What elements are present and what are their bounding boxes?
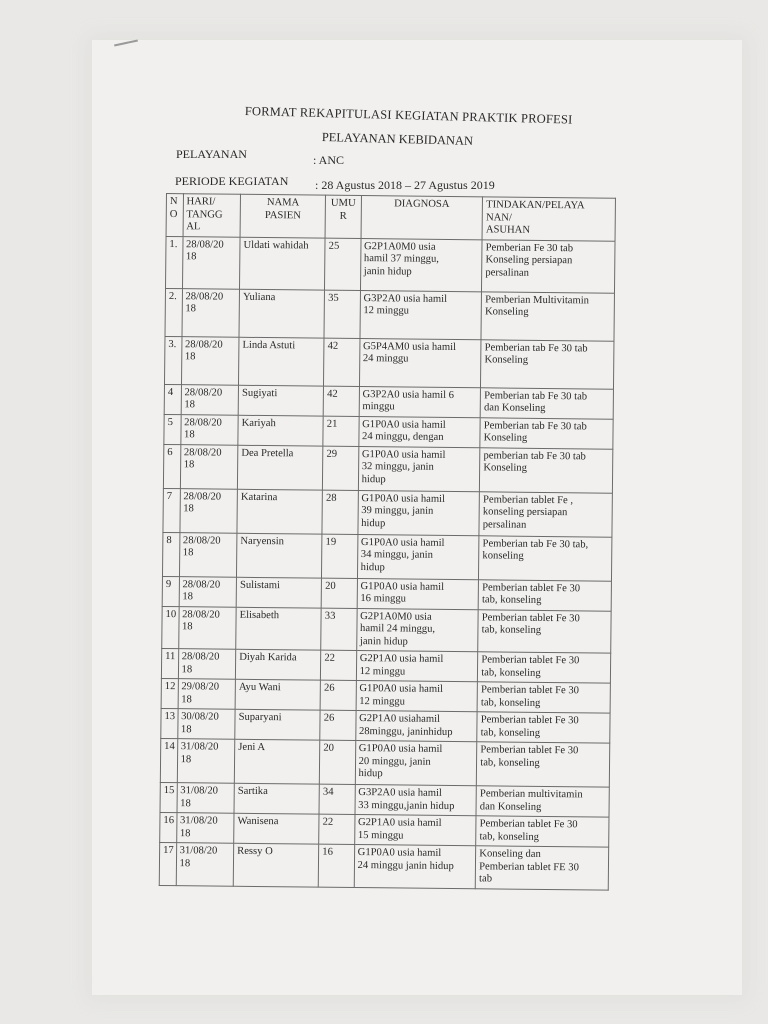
cell-nama: Ayu Wani	[235, 679, 320, 710]
cell-no: 1.	[166, 236, 183, 288]
cell-umur: 20	[321, 578, 357, 608]
cell-no: 5	[164, 414, 181, 444]
cell-no: 10	[162, 606, 179, 649]
cell-nama: Yuliana	[239, 289, 325, 338]
cell-tindakan: Pemberian tablet Fe 30 tab, konseling	[478, 579, 611, 610]
cell-diagnosa: G2P1A0 usia hamil 15 minggu	[354, 815, 476, 846]
cell-tanggal: 28/08/20 18	[180, 414, 238, 445]
cell-umur: 42	[324, 338, 360, 386]
table-row	[160, 738, 609, 787]
cell-umur: 19	[322, 534, 358, 578]
cell-umur: 16	[318, 844, 354, 887]
cell-umur: 29	[323, 446, 359, 490]
cell-nama: Jeni A	[234, 739, 320, 784]
cell-tanggal: 30/08/20 18	[177, 709, 235, 740]
cell-tanggal: 28/08/20 18	[180, 488, 238, 533]
table-row	[165, 288, 614, 341]
cell-tanggal: 31/08/20 18	[177, 783, 235, 814]
table-body	[159, 236, 615, 890]
cell-tanggal: 28/08/20 18	[181, 336, 239, 385]
cell-tanggal: 31/08/20 18	[176, 843, 234, 886]
table-row	[160, 782, 609, 817]
cell-diagnosa: G3P2A0 usia hamil 6 minggu	[359, 386, 481, 417]
cell-nama: Elisabeth	[236, 607, 322, 650]
cell-diagnosa: G3P2A0 usia hamil 33 minggu,janin hidup	[355, 785, 477, 816]
pelayanan-label: PELAYANAN	[176, 147, 247, 161]
table-row	[163, 488, 612, 537]
cell-tindakan: Pemberian tablet Fe 30 tab, konseling	[477, 712, 610, 743]
cell-nama: Suparyani	[235, 709, 320, 740]
cell-diagnosa: G2P1A0M0 usia hamil 37 minggu, janin hidup	[360, 238, 482, 291]
cell-diagnosa: G1P0A0 usia hamil 12 minggu	[356, 681, 478, 712]
cell-tanggal: 28/08/20 18	[179, 532, 237, 577]
cell-tindakan: Pemberian tab Fe 30 tab, konseling	[479, 535, 612, 580]
cell-no: 6	[163, 444, 180, 488]
pelayanan-value: : ANC	[313, 153, 345, 167]
table-row	[162, 532, 611, 581]
cell-tindakan: Pemberian tablet Fe , konseling persiapan persalinan	[479, 491, 612, 536]
cell-diagnosa: G1P0A0 usia hamil 24 minggu janin hidup	[354, 845, 476, 889]
cell-no: 9	[162, 576, 179, 606]
cell-umur: 42	[323, 386, 359, 416]
cell-umur: 22	[319, 814, 355, 844]
document-title-line2: PELAYANAN KEBIDANAN	[321, 130, 474, 148]
cell-tindakan: Pemberian tab Fe 30 tab dan Konseling	[480, 387, 613, 418]
cell-tanggal: 28/08/20 18	[179, 576, 237, 607]
cell-nama: Sulistami	[236, 577, 321, 608]
cell-nama: Wanisena	[234, 813, 319, 844]
cell-tindakan: Pemberian Multivitamin Konseling	[481, 291, 614, 340]
document-title-line1: FORMAT REKAPITULASI KEGIATAN PRAKTIK PROFESI	[244, 104, 573, 127]
cell-no: 7	[163, 488, 180, 532]
table-row	[164, 336, 613, 389]
cell-tindakan: Pemberian tablet Fe 30 tab, konseling	[478, 652, 611, 683]
cell-tindakan: Pemberian tab Fe 30 tab Konseling	[480, 417, 613, 448]
table-row	[162, 576, 611, 611]
cell-tanggal: 28/08/20 18	[178, 649, 236, 680]
cell-no: 17	[159, 842, 176, 885]
cell-tindakan: Pemberian tab Fe 30 tab Konseling	[481, 339, 614, 388]
header-umur: UMU R	[325, 195, 361, 238]
cell-tindakan: Pemberian multivitamin dan Konseling	[476, 786, 609, 817]
cell-tindakan: pemberian tab Fe 30 tab Konseling	[480, 447, 613, 492]
cell-diagnosa: G1P0A0 usia hamil 34 minggu, janin hidup	[357, 534, 479, 579]
cell-diagnosa: G1P0A0 usia hamil 16 minggu	[357, 578, 479, 609]
cell-umur: 34	[319, 784, 355, 814]
table-row	[161, 678, 610, 713]
cell-nama: Linda Astuti	[239, 337, 325, 386]
cell-no: 15	[160, 782, 177, 812]
cell-umur: 26	[320, 680, 356, 710]
table-row	[162, 606, 611, 653]
table-row	[164, 384, 613, 419]
cell-umur: 25	[325, 238, 361, 290]
cell-umur: 28	[322, 490, 358, 534]
cell-tindakan: Pemberian tablet Fe 30 tab, konseling	[477, 742, 610, 787]
cell-no: 11	[161, 648, 178, 678]
rekap-table	[159, 193, 616, 890]
header-tanggal: HARI/ TANGG AL	[183, 194, 241, 237]
table-row	[160, 812, 609, 847]
cell-diagnosa: G1P0A0 usia hamil 39 minggu, janin hidup	[358, 490, 480, 535]
cell-tanggal: 31/08/20 18	[176, 813, 234, 844]
cell-umur: 35	[324, 290, 360, 338]
periode-value: : 28 Agustus 2018 – 27 Agustus 2019	[315, 178, 495, 192]
cell-no: 3.	[164, 336, 181, 384]
table-row	[164, 414, 613, 449]
cell-no: 14	[160, 738, 177, 782]
cell-tindakan: Pemberian tablet Fe 30 tab, konseling	[476, 816, 609, 847]
cell-tanggal: 28/08/20 18	[182, 288, 240, 337]
cell-nama: Kariyah	[238, 415, 323, 446]
cell-no: 13	[161, 708, 178, 738]
cell-diagnosa: G5P4AM0 usia hamil 24 minggu	[359, 338, 481, 387]
cell-no: 8	[162, 532, 179, 576]
header-no: N O	[166, 194, 183, 237]
cell-tanggal: 28/08/20 18	[178, 606, 236, 649]
cell-tanggal: 31/08/20 18	[177, 739, 235, 784]
cell-diagnosa: G2P1A0 usiahamil 28minggu, janinhidup	[355, 711, 477, 742]
cell-diagnosa: G1P0A0 usia hamil 20 minggu, janin hidup	[355, 741, 477, 786]
cell-tindakan: Pemberian Fe 30 tab Konseling persiapan persalinan	[482, 239, 615, 292]
cell-umur: 26	[320, 710, 356, 740]
cell-diagnosa: G1P0A0 usia hamil 24 minggu, dengan	[358, 416, 480, 447]
cell-tanggal: 28/08/20 18	[182, 236, 240, 289]
cell-tanggal: 29/08/20 18	[178, 679, 236, 710]
cell-diagnosa: G1P0A0 usia hamil 32 minggu, janin hidup	[358, 446, 480, 491]
cell-diagnosa: G2P1A0M0 usia hamil 24 minggu, janin hidup	[356, 608, 478, 652]
header-diagnosa: DIAGNOSA	[361, 196, 483, 240]
periode-label: PERIODE KEGIATAN	[175, 174, 289, 188]
cell-nama: Diyah Karida	[235, 649, 320, 680]
cell-umur: 21	[323, 416, 359, 446]
cell-umur: 20	[320, 740, 356, 784]
cell-no: 4	[164, 384, 181, 414]
cell-nama: Ressy O	[233, 843, 319, 886]
table-row	[166, 236, 616, 293]
cell-tindakan: Pemberian tablet Fe 30 tab, konseling	[477, 682, 610, 713]
cell-nama: Naryensin	[237, 533, 323, 578]
cell-no: 12	[161, 678, 178, 708]
cell-nama: Katarina	[237, 489, 323, 534]
header-nama: NAMA PASIEN	[240, 194, 326, 237]
cell-nama: Sartika	[234, 783, 319, 814]
header-tindakan: TINDAKAN/PELAYA NAN/ ASUHAN	[482, 197, 615, 241]
cell-tanggal: 28/08/20 18	[181, 384, 239, 415]
cell-no: 16	[160, 812, 177, 842]
table-row	[163, 444, 612, 493]
cell-diagnosa: G2P1A0 usia hamil 12 minggu	[356, 651, 478, 682]
cell-no: 2.	[165, 288, 182, 336]
cell-nama: Sugiyati	[238, 385, 323, 416]
table-row	[161, 648, 610, 683]
cell-diagnosa: G3P2A0 usia hamil 12 minggu	[360, 290, 482, 339]
cell-umur: 33	[321, 608, 357, 651]
table-header-row	[166, 194, 615, 241]
table-row	[161, 708, 610, 743]
table-row	[159, 842, 608, 889]
cell-umur: 22	[321, 650, 357, 680]
cell-tanggal: 28/08/20 18	[180, 444, 238, 489]
cell-tindakan: Konseling dan Pemberian tablet FE 30 tab	[475, 846, 608, 890]
cell-nama: Uldati wahidah	[240, 237, 326, 290]
cell-tindakan: Pemberian tablet Fe 30 tab, konseling	[478, 609, 611, 653]
cell-nama: Dea Pretella	[237, 445, 323, 490]
